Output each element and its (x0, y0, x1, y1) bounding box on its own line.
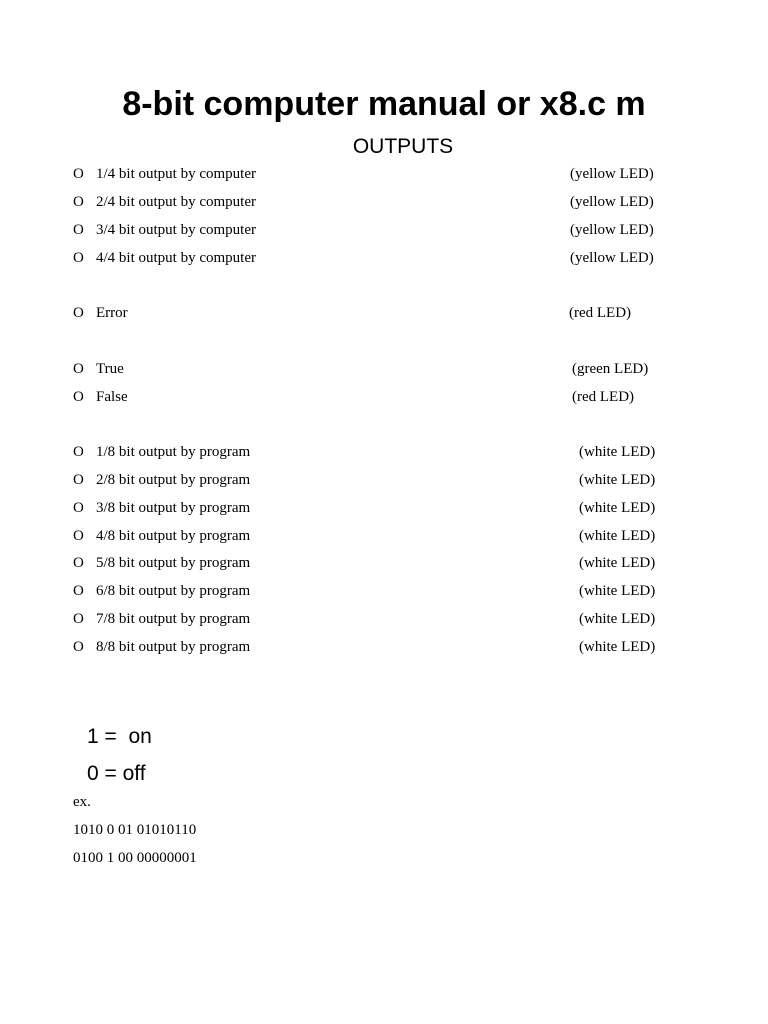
bullet: O (73, 361, 84, 377)
bullet: O (73, 611, 84, 627)
output-label: 3/8 bit output by program (96, 500, 251, 516)
bullet: O (73, 639, 84, 655)
output-row-computer-2 (73, 191, 693, 213)
bullet: O (73, 444, 84, 460)
led-color: (yellow LED) (570, 222, 654, 238)
output-row-false (73, 386, 693, 408)
output-label: 1/8 bit output by program (96, 444, 251, 460)
led-color: (yellow LED) (570, 250, 654, 266)
bullet: O (73, 166, 84, 182)
output-label: 4/8 bit output by program (96, 528, 251, 544)
led-color: (green LED) (572, 361, 649, 377)
output-row-computer-4 (73, 247, 693, 269)
bullet: O (73, 194, 84, 210)
led-color: (white LED) (579, 639, 656, 655)
led-color: (white LED) (579, 444, 656, 460)
output-row-true (73, 358, 693, 380)
output-label: 5/8 bit output by program (96, 555, 251, 571)
output-row-program-8 (73, 636, 693, 658)
led-color: (yellow LED) (570, 166, 654, 182)
bullet: O (73, 583, 84, 599)
bullet: O (73, 500, 84, 516)
output-label: 2/4 bit output by computer (96, 194, 256, 210)
led-color: (white LED) (579, 472, 656, 488)
output-row-program-2 (73, 469, 693, 491)
bullet: O (73, 389, 84, 405)
led-color: (white LED) (579, 583, 656, 599)
example-line-1: 1010 0 01 01010110 (73, 822, 197, 838)
bullet: O (73, 472, 84, 488)
bullet: O (73, 250, 84, 266)
led-color: (white LED) (579, 555, 656, 571)
output-row-program-7 (73, 608, 693, 630)
legend-off: 0 = off (87, 762, 146, 785)
output-label: 1/4 bit output by computer (96, 166, 256, 182)
output-label: Error (96, 305, 128, 321)
section-heading: OUTPUTS (352, 135, 454, 158)
output-label: 7/8 bit output by program (96, 611, 251, 627)
output-row-program-4 (73, 525, 693, 547)
bullet: O (73, 222, 84, 238)
output-label: True (96, 361, 124, 377)
output-label: 6/8 bit output by program (96, 583, 251, 599)
output-label: 8/8 bit output by program (96, 639, 251, 655)
led-color: (white LED) (579, 528, 656, 544)
led-color: (yellow LED) (570, 194, 654, 210)
output-row-computer-3 (73, 219, 693, 241)
output-row-program-6 (73, 580, 693, 602)
output-row-computer-1 (73, 163, 693, 185)
output-label: 4/4 bit output by computer (96, 250, 256, 266)
example-line-2: 0100 1 00 00000001 (73, 850, 197, 866)
output-row-error (73, 302, 693, 324)
bullet: O (73, 305, 84, 321)
page-title: 8-bit computer manual or x8.c m (122, 85, 646, 123)
output-row-program-5 (73, 552, 693, 574)
output-label: 3/4 bit output by computer (96, 222, 256, 238)
output-row-program-3 (73, 497, 693, 519)
output-label: False (96, 389, 128, 405)
led-color: (white LED) (579, 500, 656, 516)
bullet: O (73, 555, 84, 571)
legend-on: 1 = on (87, 725, 152, 748)
bullet: O (73, 528, 84, 544)
example-label: ex. (73, 794, 91, 810)
led-color: (red LED) (572, 389, 635, 405)
output-label: 2/8 bit output by program (96, 472, 251, 488)
led-color: (white LED) (579, 611, 656, 627)
led-color: (red LED) (569, 305, 632, 321)
output-row-program-1 (73, 441, 693, 463)
